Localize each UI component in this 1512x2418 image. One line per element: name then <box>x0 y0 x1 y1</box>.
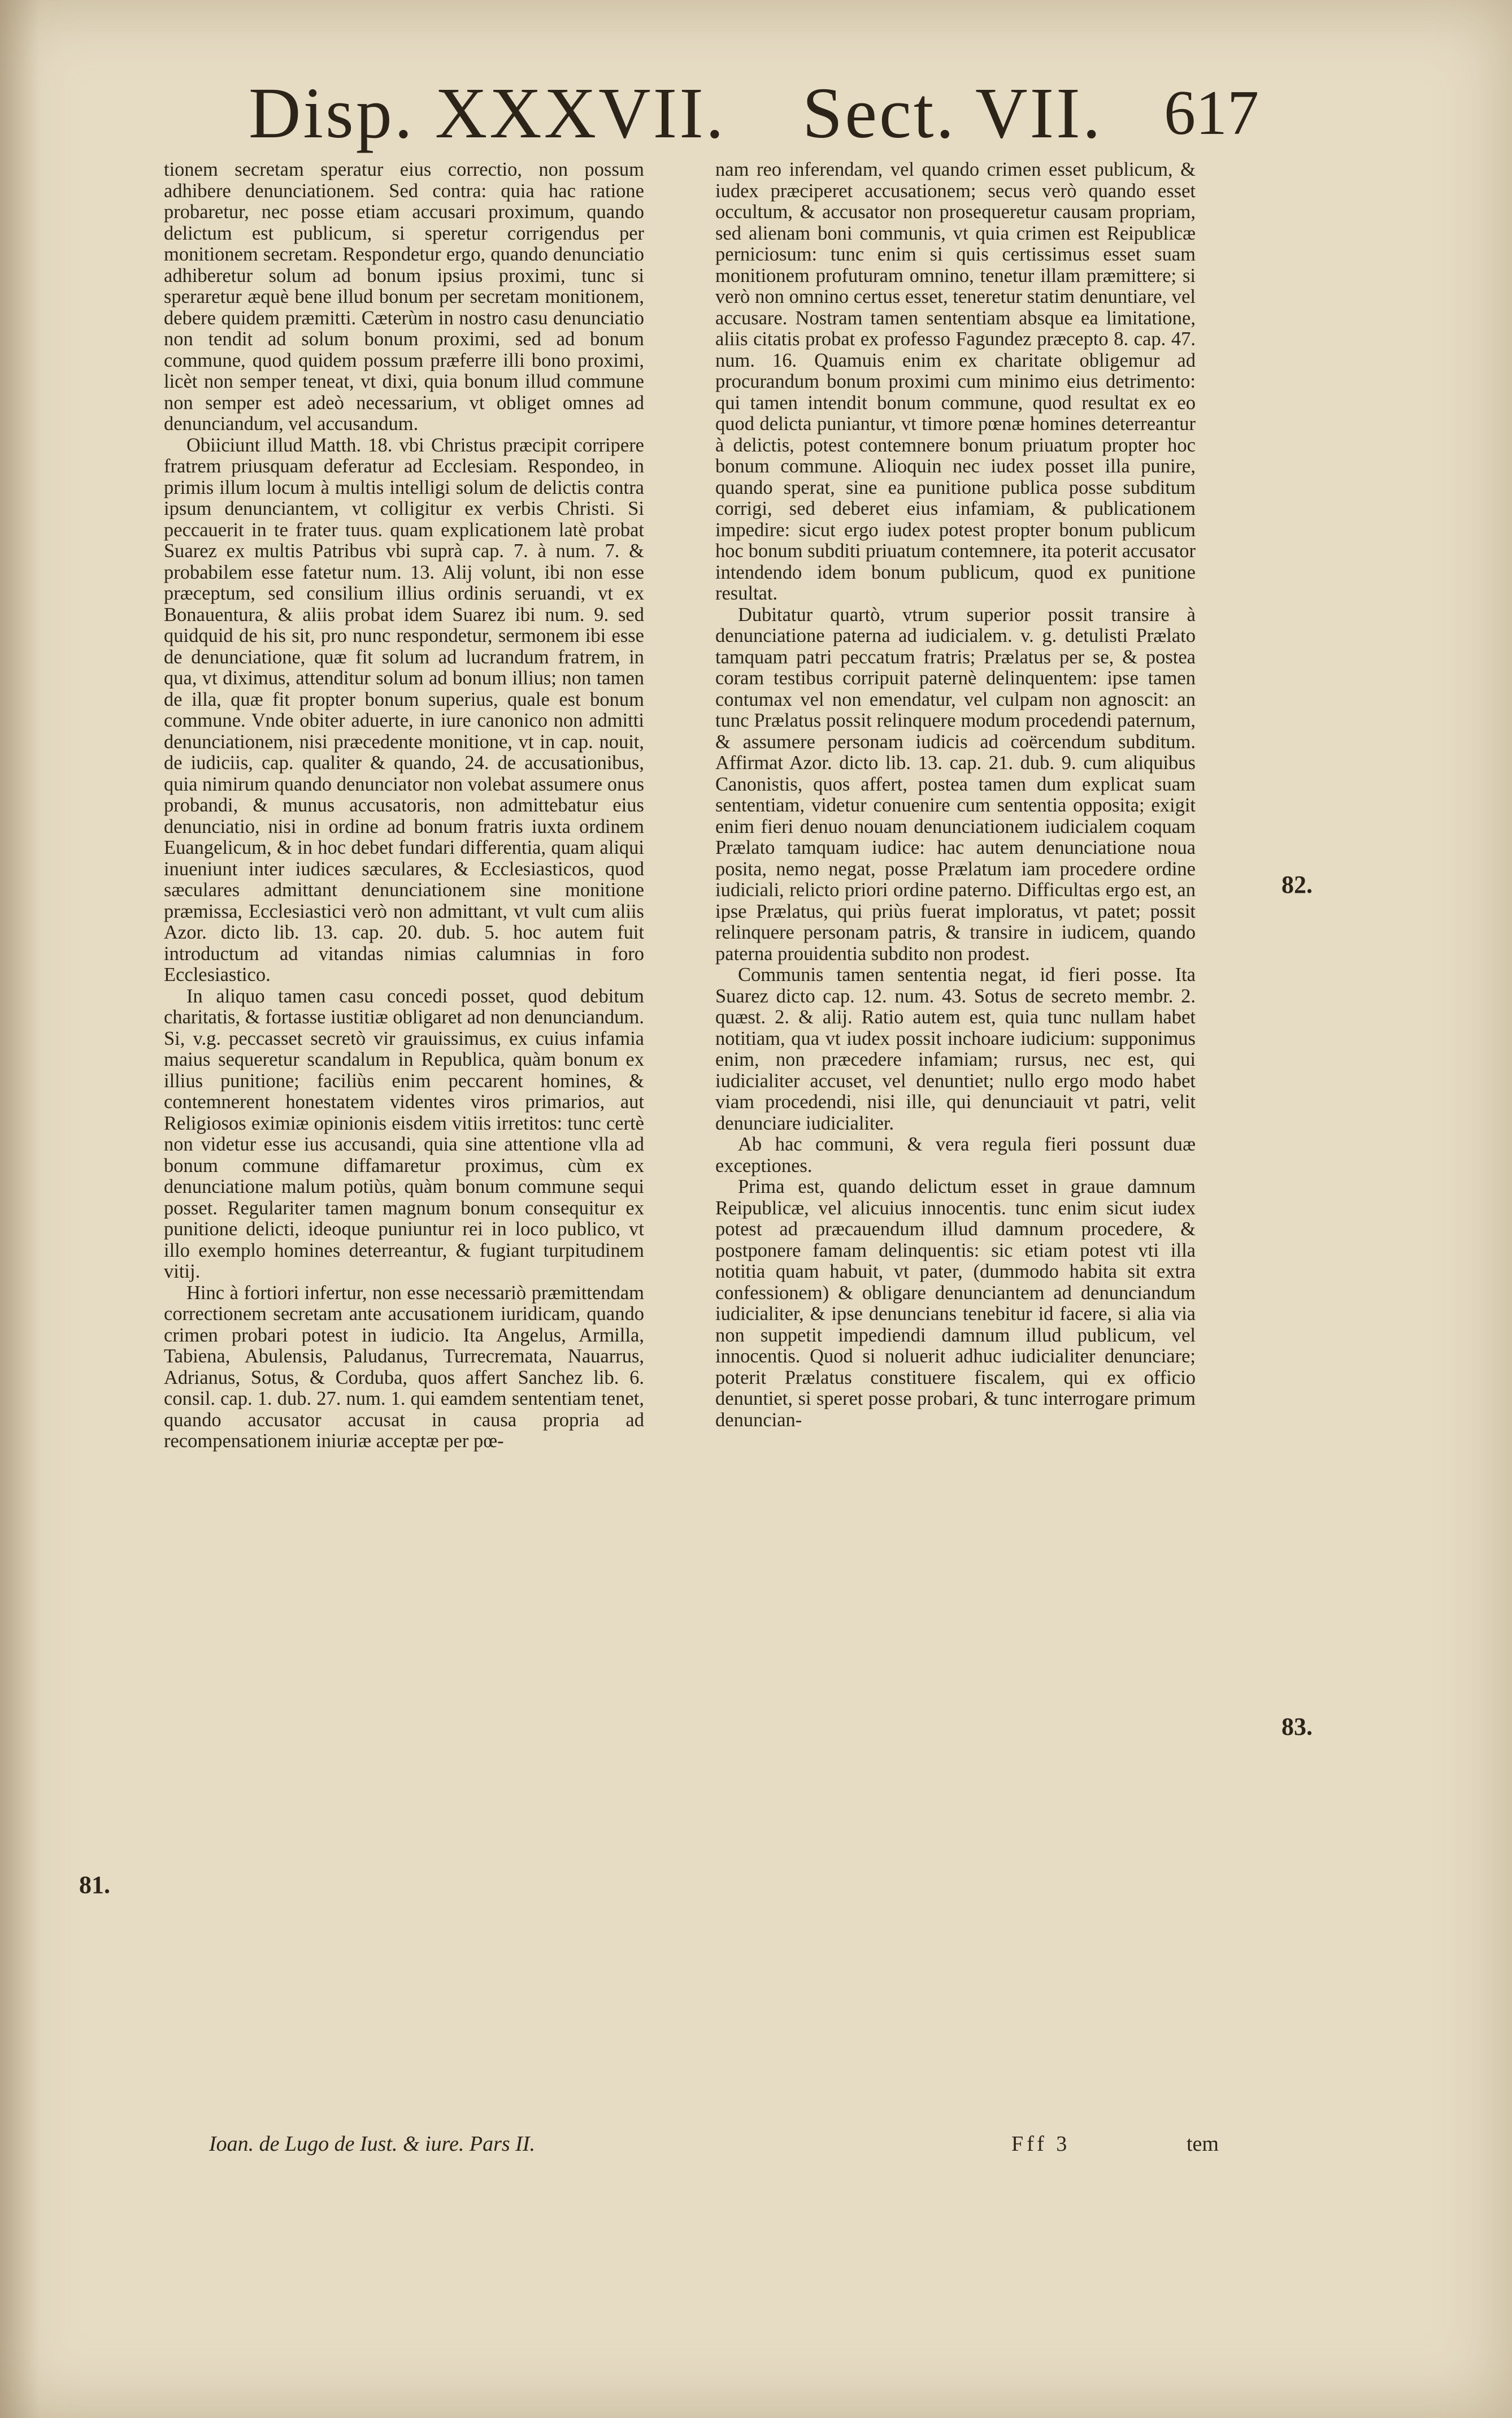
margin-number-81: 81. <box>79 1871 110 1899</box>
right-paragraph-2: Dubitatur quartò, vtrum superior possit transire à denunciatione paterna ad iudicialem. v. g. detulisti Prælato tamquam patri peccatum fratris; Prælatus per se, & postea coram testibus corripuit paternè delinquentem: ipse tamen contumax vel non emendatur, vel culpam non agnoscit: an tunc Prælatus possit relinquere modum procedendi paternum, & assumere personam iudicis ad coërcendum subditum. Affirmat Azor. dicto lib. 13. cap. 21. dub. 9. cum aliquibus Canonistis, quos affert, postea tamen dum explicat suam sententiam, videtur conuenire cum sententia opposita; exigit enim fieri denuo nouam denunciationem iudicialem coquam Prælato tamquam iudice: hac autem denunciatione noua posita, nemo negat, posse Prælatum iam procedere ordine iudiciali, relicto priori ordine paterno. Difficultas ergo est, an ipse Prælatus, qui priùs fuerat imploratus, vt patet; possit relinquere personam patris, & transire in iudicem, quando paterna prouidentia subdito non prodest. <box>715 604 1196 965</box>
right-paragraph-5: Prima est, quando delictum esset in graue damnum Reipublicæ, vel alicuius innocentis. tunc enim sicut iudex potest ad præcauendum illud damnum procedere, & postponere famam delinquentis: sic etiam potest vti illa notitia quam habuit, vt pater, (dummodo habita sit extra confessionem) & obligare denunciantem ad denunciandum iudicialiter, & ipse denuncians tenebitur id facere, si alia via non suppetit impediendi damnum illud publicum, vel innocentis. Quod si noluerit adhuc iudicialiter denunciare; poterit Prælatus constituere fiscalem, qui ex officio denuntiet, si speret posse probari, & tunc interrogare primum denuncian- <box>715 1176 1196 1431</box>
footer-signature-mark: Fff 3 <box>1011 2132 1071 2156</box>
header-disputation: Disp. XXXVII. <box>249 73 726 153</box>
right-paragraph-4: Ab hac communi, & vera regula fieri possunt duæ exceptiones. <box>715 1134 1196 1177</box>
left-paragraph-3: In aliquo tamen casu concedi posset, quod debitum charitatis, & fortasse iustitiæ obligaret ad non denunciandum. Si, v.g. peccasset secretò vir grauissimus, ex cuius infamia maius sequeretur scandalum in Republica, quàm bonum ex illius punitione; faciliùs enim peccarent homines, & contemnerent honestatem videntes viros primarios, aut Religiosos eximiæ opinionis eisdem vitiis irretitos: tunc certè non videtur esse ius accusandi, quia sine attentione vlla ad bonum commune diffamaretur proximus, cùm ex denunciatione malum potiùs, quàm bonum commune sequi posset. Regulariter tamen magnum bonum consequitur ex punitione delicti, ideoque puniuntur rei in loco publico, vt illo exemplo homines deterreantur, & fugiant turpitudinem vitij. <box>164 985 644 1282</box>
margin-number-83: 83. <box>1281 1713 1313 1740</box>
left-paragraph-2: Obiiciunt illud Matth. 18. vbi Christus præcipit corripere fratrem priusquam deferatur ad Ecclesiam. Respondeo, in primis illum locum à multis intelligi solum de delictis contra ipsum denunciantem, vt colligitur ex verbis Christi. Si peccauerit in te frater tuus. quam explicationem latè probat Suarez ex multis Patribus vbi suprà cap. 7. à num. 7. & probabilem esse fatetur num. 13. Alij volunt, ibi non esse præceptum, sed consilium illius ordinis seruandi, vt ex Bonauentura, & aliis probat idem Suarez ibi num. 9. sed quidquid de his sit, pro nunc respondetur, sermonem ibi esse de denunciatione, quæ fit solum ad lucrandum fratrem, in qua, vt diximus, attenditur solum ad bonum illius; non tamen de illa, quæ fit propter bonum superius, quale est bonum commune. Vnde obiter aduerte, in iure canonico non admitti denunciationem, nisi præcedente monitione, vt in cap. nouit, de iudiciis, cap. qualiter & quando, 24. de accusationibus, quia nimirum quando denunciator non volebat assumere onus probandi, & munus accusatoris, non admittebatur eius denunciatio, nisi in ordine ad bonum fratris iuxta ordinem Euangelicum, & in hoc debet fundari differentia, quam aliqui inueniunt inter iudices sæculares, & Ecclesiasticos, quod sæculares admittant denunciationem sine monitione præmissa, Ecclesiastici verò non admittant, vt vult cum aliis Azor. dicto lib. 13. cap. 20. dub. 5. hoc autem fuit introductum ad vitandas nimias calumnias in foro Ecclesiastico. <box>164 434 644 986</box>
header-section: Sect. VII. <box>802 73 1103 153</box>
left-paragraph-4: Hinc à fortiori infertur, non esse necessariò præmittendam correctionem secretam ante accusationem iuridicam, quando crimen probari potest in iudicio. Ita Angelus, Armilla, Tabiena, Abulensis, Paludanus, Turrecremata, Nauarrus, Adrianus, Sotus, & Corduba, quos affert Sanchez lib. 6. consil. cap. 1. dub. 27. num. 1. qui eamdem sententiam tenet, quando accusator accusat in causa propria ad recompensationem iniuriæ acceptæ per pœ- <box>164 1282 644 1452</box>
footer-author-line: Ioan. de Lugo de Iust. & iure. Pars II. <box>209 2132 535 2156</box>
page-number: 617 <box>1164 78 1259 148</box>
right-paragraph-1: nam reo inferendam, vel quando crimen esset publicum, & iudex præciperet accusationem; secus verò quando esset occultum, & accusator non prosequeretur causam propriam, sed alienam boni communis, vt quia crimen est Reipublicæ perniciosum: tunc enim si quis certissimus esset suam monitionem profuturam omnino, tenetur illam præmittere; si verò non omnino certus esset, teneretur statim denuntiare, vel accusare. Nostram tamen sententiam absque ea limitatione, aliis citatis probat ex professo Fagundez præcepto 8. cap. 47. num. 16. Quamuis enim ex charitate obligemur ad procurandum bonum proximi cum minimo eius detrimento: qui tamen intendit bonum commune, quod resultat ex eo quod delicta puniantur, vt timore pœnæ homines deterreantur à delictis, potest contemnere bonum priuatum propter hoc bonum commune. Alioquin nec iudex posset illa punire, quando sperat, sine ea punitione publica posse subditum corrigi, sed deberet eius infamiam, & publicationem impedire: sicut ergo iudex potest propter bonum publicum hoc bonum subditi priuatum contemnere, ita poterit accusator intendendo idem bonum publicum, quod ex punitione resultat. <box>715 159 1196 604</box>
right-paragraph-3: Communis tamen sententia negat, id fieri posse. Ita Suarez dicto cap. 12. num. 43. Sotus de secreto membr. 2. quæst. 2. & alij. Ratio autem est, quia tunc nullam habet notitiam, qua vt iudex possit inchoare iudicium: supponimus enim, non præcedere infamiam; rursus, nec est, qui iudicialiter accuset, vel denuntiet; nullo ergo modo habet viam procedendi, nisi ille, qui denunciauit vt patri, velit denunciare iudicialiter. <box>715 964 1196 1134</box>
footer-catchword: tem <box>1187 2132 1219 2156</box>
left-paragraph-1: tionem secretam speratur eius correctio, non possum adhibere denunciationem. Sed contra: quia hac ratione probaretur, nec posse etiam accusari proximum, quando delictum est publicum, si speretur corrigendus per monitionem secretam. Respondetur ergo, quando denunciatio adhiberetur solum ad bonum ipsius proximi, tunc si speraretur æquè bene illud bonum per secretam monitionem, debere quidem præmitti. Cæterùm in nostro casu denunciatio non tendit ad solum bonum proximi, sed ad bonum commune, quod quidem possum præferre illi bono proximi, licèt non semper teneat, vt dixi, quia bonum illud commune non semper est adeò necessarium, vt obliget omnes ad denunciandum, vel accusandum. <box>164 159 644 435</box>
page-fold-shadow <box>0 0 40 2418</box>
right-text-column <box>715 159 1196 2115</box>
left-text-column <box>164 159 644 2115</box>
running-header <box>249 68 1259 158</box>
margin-number-82: 82. <box>1281 871 1313 898</box>
